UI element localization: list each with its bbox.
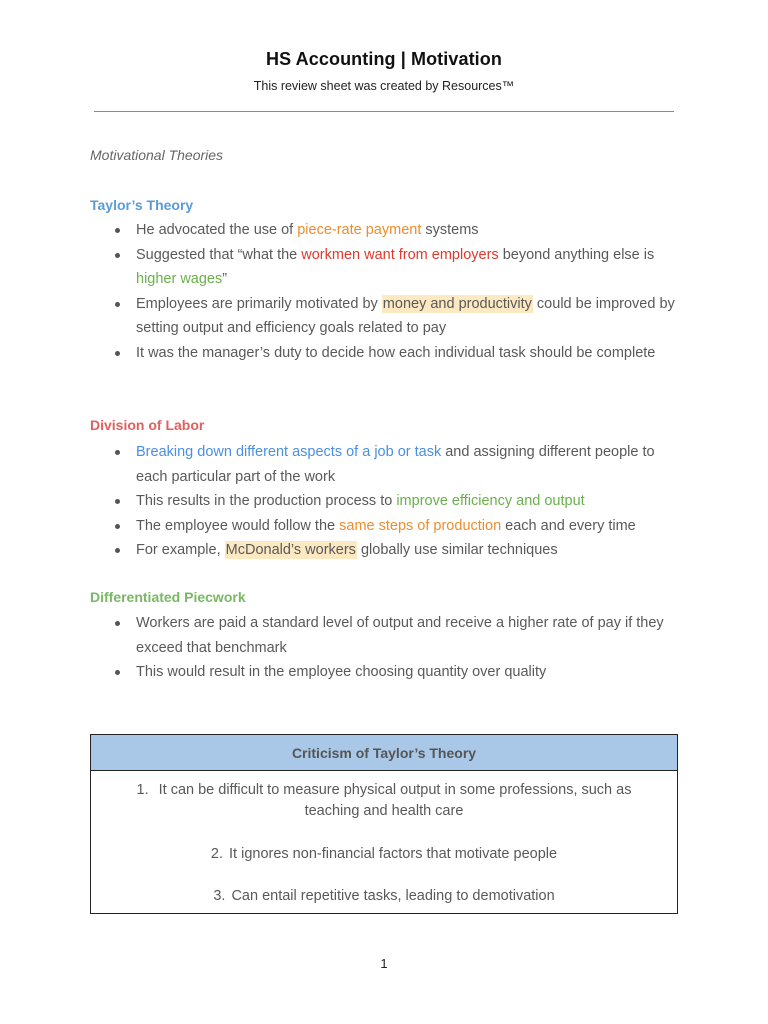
item-text: Employees are primarily motivated by	[136, 295, 382, 312]
item-highlight: money and productivity	[382, 295, 532, 312]
bullet-icon	[115, 450, 120, 455]
item-number: 3.	[213, 888, 226, 904]
bullet-icon	[115, 253, 120, 258]
item-text: Suggested that “what the	[136, 246, 302, 263]
item-text: each and every time	[501, 517, 636, 534]
list-item	[112, 538, 682, 563]
item-text: teaching and health care	[304, 803, 464, 819]
item-text: It ignores non-financial factors that motivate people	[229, 846, 558, 862]
bullet-icon	[115, 351, 120, 356]
taylor-theory-list	[112, 218, 682, 365]
item-text: beyond anything else is	[498, 246, 655, 263]
item-text: It was the manager’s duty to decide how each individual task should be complete	[136, 344, 656, 361]
item-text: globally use similar techniques	[356, 542, 558, 558]
header-divider	[94, 111, 674, 112]
item-highlight: McDonald’s workers	[225, 542, 356, 558]
bullet-icon	[115, 670, 120, 675]
item-emphasis: same steps of production	[339, 517, 502, 534]
item-emphasis: Breaking down different aspects of a job or task	[136, 444, 442, 460]
criticism-table	[90, 734, 678, 914]
criticism-item	[91, 780, 677, 822]
item-text: For example,	[136, 542, 225, 558]
page-subtitle: This review sheet was created by Resources™	[253, 79, 515, 93]
differentiated-piecework-heading: Differentiated Piecwork	[90, 589, 246, 605]
item-text: ”	[222, 271, 228, 287]
section-label: Motivational Theories	[90, 147, 224, 163]
item-emphasis: piece-rate payment	[297, 222, 422, 238]
division-of-labor-heading: Division of Labor	[90, 417, 205, 433]
item-text: It can be difficult to measure physical output in some professions, such as	[158, 782, 632, 798]
criticism-item	[91, 844, 677, 865]
list-item	[112, 243, 682, 292]
item-emphasis: workmen want from employers	[301, 246, 499, 263]
item-text: The employee would follow the	[136, 517, 340, 534]
list-item	[112, 218, 682, 243]
item-emphasis: improve efficiency and output	[396, 493, 585, 509]
list-item	[112, 514, 682, 539]
item-text: could be improved by setting output and efficiency goals related to pay	[136, 295, 675, 336]
item-text: This results in the production process to	[136, 493, 397, 509]
bullet-icon	[115, 228, 120, 233]
list-item	[112, 440, 682, 489]
bullet-icon	[115, 302, 120, 307]
list-item	[112, 489, 682, 514]
item-number: 2.	[210, 846, 224, 862]
list-item	[112, 611, 682, 660]
page-number: 1	[380, 956, 388, 971]
item-number: 1.	[136, 782, 149, 798]
criticism-table-header: Criticism of Taylor’s Theory	[91, 735, 677, 771]
division-of-labor-list	[112, 440, 682, 563]
list-item	[112, 292, 682, 341]
item-text: and assigning different people to each particular part of the work	[136, 444, 655, 485]
list-item	[112, 660, 682, 685]
criticism-item	[91, 886, 677, 907]
bullet-icon	[115, 548, 120, 553]
item-text: Can entail repetitive tasks, leading to demotivation	[231, 888, 555, 904]
item-emphasis: higher wages	[136, 271, 223, 287]
taylor-theory-heading: Taylor’s Theory	[90, 197, 194, 213]
page-title: HS Accounting | Motivation	[266, 49, 502, 69]
item-text: systems	[421, 222, 479, 238]
list-item	[112, 341, 682, 366]
item-text: Workers are paid a standard level of output and receive a higher rate of pay if they exceed that benchmark	[136, 615, 664, 656]
item-text: This would result in the employee choosing quantity over quality	[136, 664, 547, 680]
item-text: He advocated the use of	[136, 222, 298, 238]
bullet-icon	[115, 524, 120, 529]
bullet-icon	[115, 499, 120, 504]
differentiated-piecework-list	[112, 611, 682, 685]
bullet-icon	[115, 621, 120, 626]
